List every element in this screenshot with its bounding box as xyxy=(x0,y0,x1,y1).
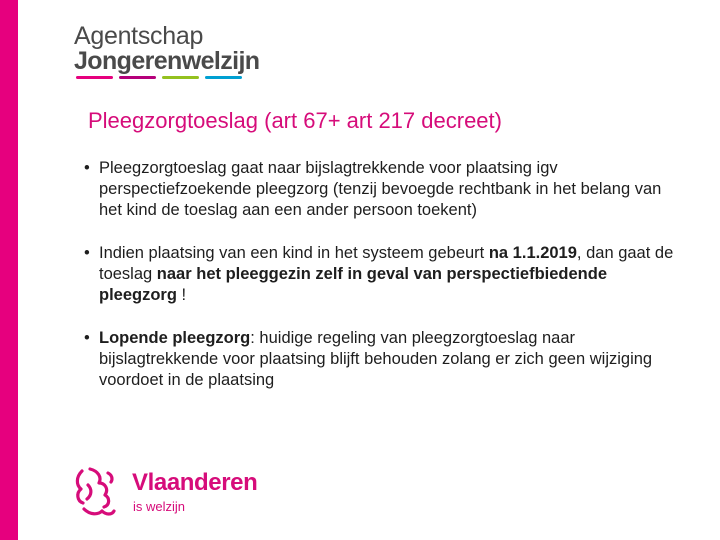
logo-stripe-blue xyxy=(205,76,242,79)
bullet-list xyxy=(84,158,684,391)
flemish-lion-icon xyxy=(72,465,118,521)
bullet-emphasis: naar het pleeggezin zelf in geval van perspectiefbiedende pleegzorg xyxy=(99,265,608,304)
bullet-item-3 xyxy=(84,328,684,391)
bullet-text: , dan gaat de toeslag xyxy=(99,244,674,283)
vlaanderen-logo xyxy=(72,465,272,525)
bullet-text: : huidige regeling van pleegzorgtoeslag naar bijslagtrekkende voor plaatsing blijft behouden zolang er zich geen wijziging voordoet in de plaatsing xyxy=(99,329,653,389)
bullet-point: • xyxy=(84,244,90,262)
agency-logo xyxy=(74,22,274,84)
bullet-point: • xyxy=(84,159,90,177)
logo-stripe-green xyxy=(162,76,199,79)
bullet-text: Indien plaatsing van een kind in het systeem gebeurt xyxy=(99,244,489,262)
vlaanderen-tagline: is welzijn xyxy=(133,499,186,514)
bullet-text: Pleegzorgtoeslag gaat naar bijslagtrekkende voor plaatsing igv perspectiefzoekende pleegzorg (tenzij bevoegde rechtbank in het belang van het kind de toeslag aan een ander persoon toekent) xyxy=(99,159,662,219)
bullet-text: ! xyxy=(176,286,187,304)
bullet-point: • xyxy=(84,329,90,347)
bullet-item-1 xyxy=(84,158,684,221)
bullet-emphasis-date: na 1.1.2019 xyxy=(488,244,577,262)
logo-stripe-pink xyxy=(76,76,113,79)
agency-logo-line2: Jongerenwelzijn xyxy=(74,47,260,75)
pink-side-bar xyxy=(0,0,18,540)
vlaanderen-wordmark: Vlaanderen xyxy=(132,469,258,496)
agency-logo-line1: Agentschap xyxy=(74,22,204,50)
bullet-item-2 xyxy=(84,243,684,306)
slide-title: Pleegzorgtoeslag (art 67+ art 217 decreet) xyxy=(88,108,502,133)
bullet-emphasis: Lopende pleegzorg xyxy=(99,329,251,347)
logo-stripe-purple xyxy=(119,76,156,79)
